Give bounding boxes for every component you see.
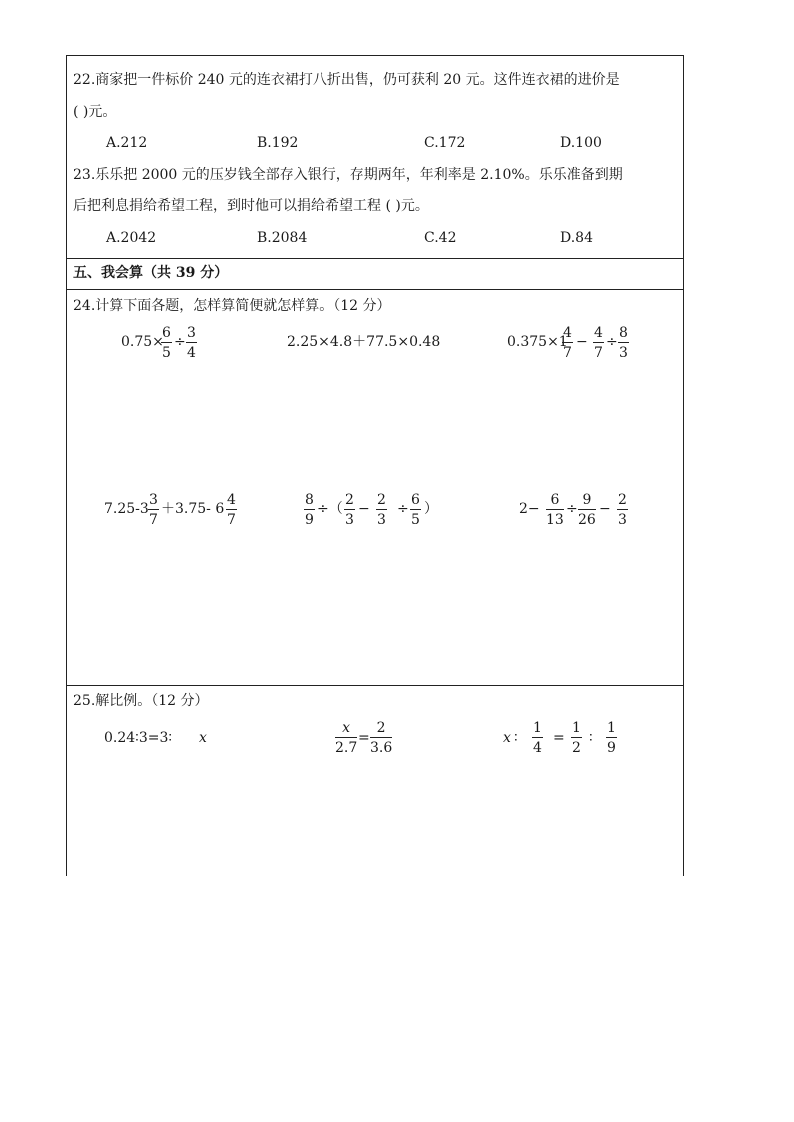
q22-option-d: D.100 xyxy=(560,135,602,151)
q24-e3-frac3: $\frac{8}{3}$ xyxy=(619,325,628,361)
q25-e3-frac3: $\frac{1}{9}$ xyxy=(607,720,616,756)
section-divider-bottom xyxy=(66,289,684,290)
q22-option-a: A.212 xyxy=(106,135,148,151)
q24-e3-frac1: $\frac{4}{7}$ xyxy=(563,325,572,361)
q25-e2-eq: = xyxy=(358,730,370,746)
q24-title: 24.计算下面各题，怎样算简便就怎样算。（12 分） xyxy=(73,298,391,314)
q22-option-b: B.192 xyxy=(257,135,299,151)
q25-e2-frac2: $\frac{2}{3.6}$ xyxy=(370,720,393,756)
q23-text-line2: 后把利息捐给希望工程，到时他可以捐给希望工程 ( )元。 xyxy=(73,198,429,214)
q24-e5-op2: ÷ xyxy=(397,501,409,517)
q24-e4-lead: 7.25-3 xyxy=(104,501,149,517)
q25-e3-eq: = xyxy=(553,730,565,746)
q24-e1-frac2: $\frac{3}{4}$ xyxy=(187,325,196,361)
q22-option-c: C.172 xyxy=(424,135,466,151)
q25-e2-frac1: $\frac{x}{2.7}$ xyxy=(335,720,358,756)
q24-e3-lead: 0.375×1 xyxy=(507,334,568,350)
q24-e5-open: ÷（ xyxy=(317,501,343,517)
q24-e1-frac1: $\frac{6}{5}$ xyxy=(162,325,171,361)
q25-e3-colon1: ∶ xyxy=(514,730,518,746)
q22-text-line1: 22.商家把一件标价 240 元的连衣裙打八折出售，仍可获利 20 元。这件连衣裙的进价是 xyxy=(73,72,620,88)
q25-e3-var: x xyxy=(503,730,511,746)
q24-e5-close: ） xyxy=(424,501,438,517)
q24-e5-frac1: $\frac{8}{9}$ xyxy=(305,492,314,528)
q24-e6-frac1: $\frac{6}{13}$ xyxy=(546,492,564,528)
q24-e5-frac3: $\frac{2}{3}$ xyxy=(377,492,386,528)
q25-e3-frac1: $\frac{1}{4}$ xyxy=(533,720,542,756)
q25-e1-text: 0.24∶3=3∶ xyxy=(104,730,173,746)
q25-e1-var: x xyxy=(199,730,207,746)
q24-e2: 2.25×4.8＋77.5×0.48 xyxy=(287,334,441,350)
section-divider-top xyxy=(66,258,684,259)
q24-e3-op2: ÷ xyxy=(606,334,618,350)
q23-option-c: C.42 xyxy=(424,230,457,246)
q24-e6-op: ÷ xyxy=(566,501,578,517)
q24-e5-frac4: $\frac{6}{5}$ xyxy=(411,492,420,528)
q24-e6-frac2: $\frac{9}{26}$ xyxy=(578,492,596,528)
q24-e3-frac2: $\frac{4}{7}$ xyxy=(594,325,603,361)
q24-e3-op1: − xyxy=(576,334,588,350)
section-title: 五、我会算（共 39 分） xyxy=(73,265,229,281)
q24-e4-mid: ＋3.75- 6 xyxy=(161,501,225,517)
q24-e5-frac2: $\frac{2}{3}$ xyxy=(345,492,354,528)
q25-title: 25.解比例。（12 分） xyxy=(73,693,209,709)
q23-option-b: B.2084 xyxy=(257,230,308,246)
q25-e3-frac2: $\frac{1}{2}$ xyxy=(572,720,581,756)
q24-e4-frac1: $\frac{3}{7}$ xyxy=(149,492,158,528)
q24-e6-lead: 2− xyxy=(519,501,540,517)
q23-option-a: A.2042 xyxy=(106,230,157,246)
q24-e1-op: ÷ xyxy=(174,334,186,350)
q24-e5-op: − xyxy=(358,501,370,517)
q24-e1-lead: 0.75× xyxy=(121,334,164,350)
q24-e4-frac2: $\frac{4}{7}$ xyxy=(227,492,236,528)
q24-e6-frac3: $\frac{2}{3}$ xyxy=(618,492,627,528)
question-divider xyxy=(66,685,684,686)
q22-text-line2: ( )元。 xyxy=(73,104,117,120)
q24-e6-op2: − xyxy=(599,501,611,517)
q25-e3-colon2: ∶ xyxy=(589,730,593,746)
q23-option-d: D.84 xyxy=(560,230,593,246)
q23-text-line1: 23.乐乐把 2000 元的压岁钱全部存入银行，存期两年，年利率是 2.10%。乐乐准备到期 xyxy=(73,167,623,183)
